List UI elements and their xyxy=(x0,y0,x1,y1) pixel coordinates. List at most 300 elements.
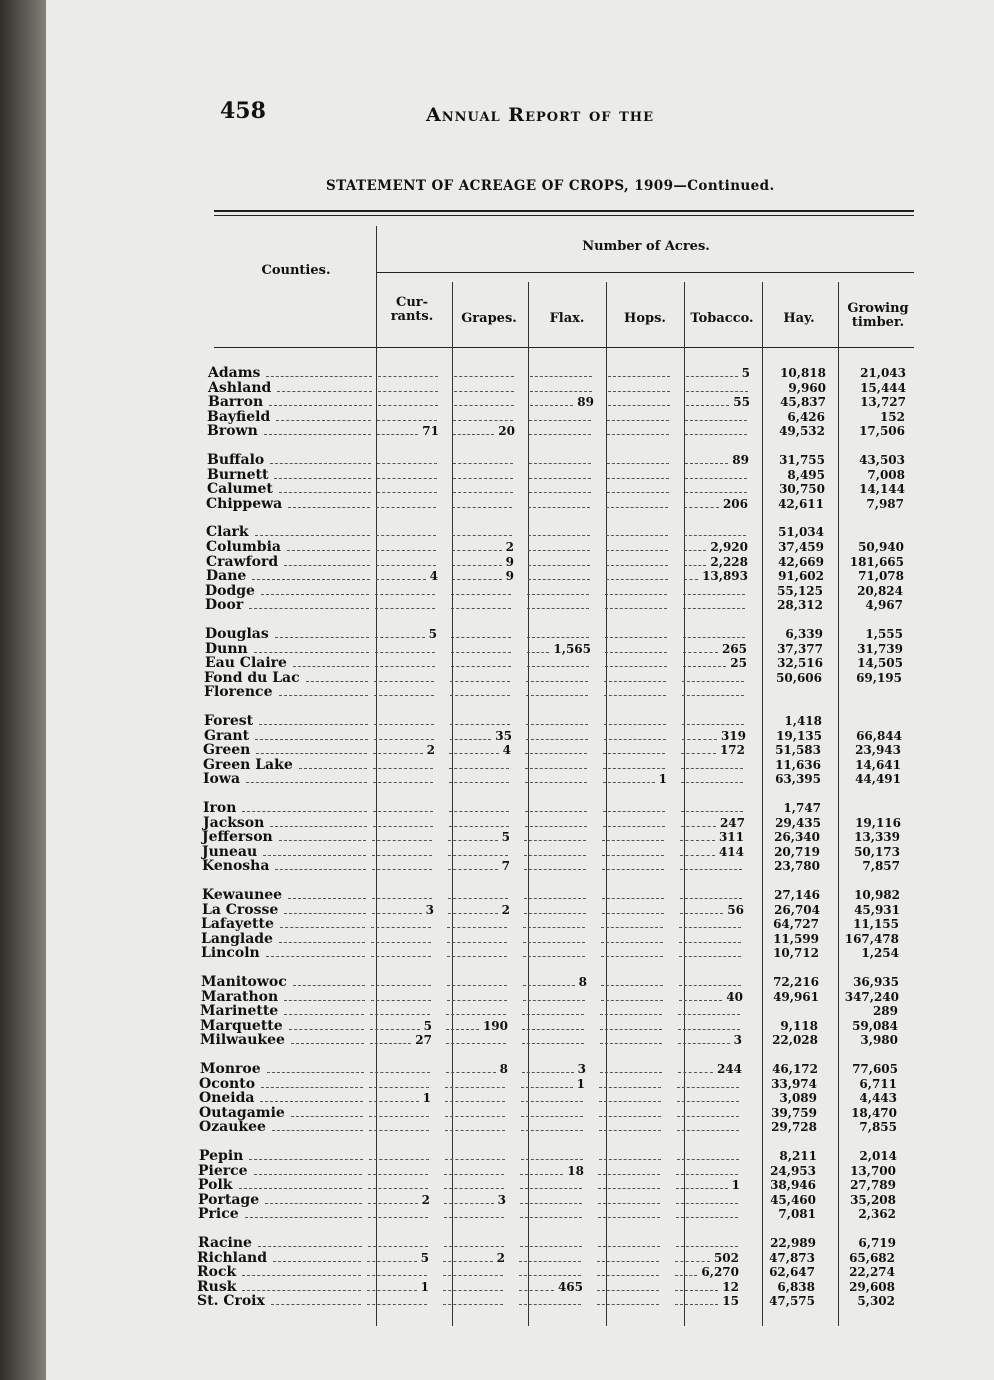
cell-value: 26,340 xyxy=(774,830,820,845)
book-page xyxy=(46,0,994,1380)
cell-leader xyxy=(370,1072,430,1073)
cell-leader xyxy=(520,1203,582,1204)
cell-value: 36,935 xyxy=(853,975,899,989)
col-header-currants: Cur- rants. xyxy=(390,295,434,324)
cell-leader xyxy=(451,608,511,609)
cell-leader xyxy=(606,535,668,536)
cell-leader xyxy=(602,898,664,899)
table-row xyxy=(46,671,994,686)
dot-leader xyxy=(275,869,366,870)
cell-leader xyxy=(525,826,587,827)
cell-leader xyxy=(377,492,437,493)
cell-value: 244 xyxy=(716,1062,742,1076)
table-row xyxy=(46,758,994,773)
cell-value: 10,712 xyxy=(773,946,819,961)
cell-value: 8,211 xyxy=(779,1149,817,1163)
dot-leader xyxy=(239,1188,362,1189)
cell-leader xyxy=(607,420,669,421)
cell-value: 63,395 xyxy=(775,772,821,787)
cell-leader xyxy=(523,985,575,986)
table-row xyxy=(46,685,994,700)
county-name: Milwaukee xyxy=(200,1032,285,1049)
dot-leader xyxy=(255,739,368,740)
cell-value: 37,459 xyxy=(778,540,824,554)
cell-leader xyxy=(529,434,591,435)
cell-value: 7,081 xyxy=(778,1207,816,1222)
cell-leader xyxy=(371,1000,431,1001)
cell-value: 56 xyxy=(727,902,744,917)
cell-leader xyxy=(372,913,422,914)
cell-leader xyxy=(527,594,589,595)
col-header-grapes: Grapes. xyxy=(461,311,517,326)
cell-value: 44,491 xyxy=(855,772,901,787)
cell-leader xyxy=(683,652,718,653)
counties-header: Counties. xyxy=(261,263,331,278)
cell-leader xyxy=(446,1029,479,1030)
dot-leader xyxy=(246,782,367,783)
county-name: Buffalo xyxy=(207,452,265,468)
cell-value: 49,961 xyxy=(773,989,819,1004)
dot-leader xyxy=(284,1014,364,1015)
cell-value: 17,506 xyxy=(859,424,905,439)
cell-leader xyxy=(686,405,729,406)
cell-leader xyxy=(525,768,587,769)
cell-leader xyxy=(447,956,507,957)
cell-leader xyxy=(371,927,431,928)
top-double-rule-2 xyxy=(214,215,914,216)
cell-leader xyxy=(448,898,508,899)
cell-leader xyxy=(371,942,431,943)
county-name: Juneau xyxy=(202,843,258,860)
cell-value: 35,208 xyxy=(850,1192,896,1207)
dot-leader xyxy=(306,681,368,682)
cell-leader xyxy=(686,391,748,392)
cell-value: 14,505 xyxy=(857,656,903,671)
cell-leader xyxy=(376,565,436,566)
table-row xyxy=(46,1106,994,1121)
cell-value: 21,043 xyxy=(860,366,906,380)
dot-leader xyxy=(245,1217,362,1218)
cell-leader xyxy=(684,535,746,536)
cell-leader xyxy=(371,956,431,957)
county-name: Douglas xyxy=(205,626,269,642)
cell-value: 43,503 xyxy=(859,453,905,467)
cell-leader xyxy=(681,782,743,783)
cell-value: 66,844 xyxy=(856,728,902,743)
county-name: Forest xyxy=(204,713,254,729)
cell-leader xyxy=(528,550,590,551)
county-name: Langlade xyxy=(201,930,273,947)
cell-leader xyxy=(378,405,438,406)
cell-value: 69,195 xyxy=(856,670,902,685)
cell-leader xyxy=(522,1029,584,1030)
county-name: Racine xyxy=(198,1235,252,1251)
cell-leader xyxy=(598,1174,660,1175)
cell-leader xyxy=(684,579,698,580)
cell-leader xyxy=(449,782,509,783)
cell-leader xyxy=(519,1290,554,1291)
cell-leader xyxy=(684,507,719,508)
dot-leader xyxy=(288,898,366,899)
cell-leader xyxy=(602,869,664,870)
cell-value: 62,647 xyxy=(769,1265,815,1280)
cell-value: 32,516 xyxy=(777,656,823,671)
cell-leader xyxy=(679,942,741,943)
dot-leader xyxy=(275,637,369,638)
cell-leader xyxy=(368,1217,428,1218)
cell-leader xyxy=(677,1087,739,1088)
dot-leader xyxy=(258,1246,362,1247)
table-row xyxy=(46,743,994,758)
cell-leader xyxy=(598,1217,660,1218)
cell-leader xyxy=(521,1130,583,1131)
cell-leader xyxy=(448,855,508,856)
cell-value: 2 xyxy=(505,540,514,554)
table-row xyxy=(46,729,994,744)
cell-leader xyxy=(681,811,743,812)
cell-leader xyxy=(528,565,590,566)
cell-value: 7 xyxy=(501,859,510,874)
county-name: Dane xyxy=(206,568,247,585)
cell-leader xyxy=(454,376,514,377)
county-name: Dodge xyxy=(205,582,255,599)
cell-value: 19,116 xyxy=(855,815,901,830)
dot-leader xyxy=(254,1174,362,1175)
cell-value: 11,155 xyxy=(853,917,899,932)
cell-value: 24,953 xyxy=(770,1163,816,1178)
table-row xyxy=(46,816,994,831)
dot-leader xyxy=(291,1043,364,1044)
cell-leader xyxy=(601,1000,663,1001)
cell-value: 50,940 xyxy=(858,540,904,554)
cell-value: 8,495 xyxy=(787,467,825,482)
cell-leader xyxy=(530,376,592,377)
table-row xyxy=(46,497,994,512)
table-row xyxy=(46,859,994,874)
cell-leader xyxy=(683,608,745,609)
cell-leader xyxy=(524,913,586,914)
cell-leader xyxy=(368,1188,428,1189)
cell-leader xyxy=(449,768,509,769)
dot-leader xyxy=(242,1290,361,1291)
cell-value: 31,755 xyxy=(779,453,825,467)
table-row xyxy=(46,555,994,570)
county-name: Manitowoc xyxy=(201,974,287,990)
cell-leader xyxy=(373,768,433,769)
county-name: Calumet xyxy=(207,481,273,498)
table-row xyxy=(46,1265,994,1280)
cell-leader xyxy=(527,637,589,638)
cell-value: 40 xyxy=(726,989,743,1004)
cell-leader xyxy=(377,463,437,464)
cell-leader xyxy=(526,739,588,740)
table-row xyxy=(46,714,994,729)
table-row xyxy=(46,845,994,860)
cell-leader xyxy=(443,1290,503,1291)
cell-leader xyxy=(599,1130,661,1131)
cell-value: 47,575 xyxy=(769,1294,815,1309)
cell-leader xyxy=(443,1275,503,1276)
cell-leader xyxy=(605,594,667,595)
county-name: Grant xyxy=(204,727,250,744)
county-name: Ozaukee xyxy=(199,1119,266,1136)
county-name: Marathon xyxy=(201,988,279,1005)
dot-leader xyxy=(259,724,368,725)
cell-leader xyxy=(443,1304,503,1305)
dot-leader xyxy=(273,1261,361,1262)
cell-value: 13,893 xyxy=(702,569,748,584)
cell-leader xyxy=(682,681,744,682)
cell-leader xyxy=(598,1188,660,1189)
table-row xyxy=(46,424,994,439)
table-title: STATEMENT OF ACREAGE OF CROPS, 1909—Continued. xyxy=(326,178,775,194)
table-row xyxy=(46,888,994,903)
cell-leader xyxy=(445,1101,505,1102)
cell-leader xyxy=(600,1029,662,1030)
cell-leader xyxy=(605,637,667,638)
cell-value: 46,172 xyxy=(772,1062,818,1076)
dot-leader xyxy=(293,985,365,986)
cell-value: 27,146 xyxy=(774,888,820,902)
cell-leader xyxy=(444,1203,494,1204)
table-row xyxy=(46,801,994,816)
cell-leader xyxy=(680,898,742,899)
cell-leader xyxy=(447,942,507,943)
cell-value: 12 xyxy=(722,1279,739,1294)
cell-value: 77,605 xyxy=(852,1062,898,1076)
cell-value: 1 xyxy=(731,1178,740,1193)
cell-leader xyxy=(450,739,491,740)
cell-value: 29,728 xyxy=(771,1120,817,1135)
cell-value: 27 xyxy=(415,1033,432,1048)
cell-leader xyxy=(453,492,513,493)
table-row xyxy=(46,410,994,425)
county-name: Marquette xyxy=(200,1017,283,1034)
cell-leader xyxy=(373,826,433,827)
table-row xyxy=(46,1019,994,1034)
county-name: La Crosse xyxy=(202,901,279,918)
cell-leader xyxy=(676,1188,728,1189)
cell-value: 5 xyxy=(423,1018,432,1033)
cell-leader xyxy=(680,869,742,870)
cell-leader xyxy=(680,913,723,914)
cell-leader xyxy=(375,594,435,595)
cell-leader xyxy=(679,956,741,957)
cell-value: 71,078 xyxy=(858,569,904,584)
dot-leader xyxy=(265,1203,362,1204)
table-row xyxy=(46,381,994,396)
cell-leader xyxy=(678,1029,740,1030)
cell-value: 2,228 xyxy=(710,554,748,569)
cell-leader xyxy=(524,855,586,856)
cell-value: 181,665 xyxy=(849,554,904,569)
cell-value: 22,028 xyxy=(772,1033,818,1048)
cell-leader xyxy=(376,550,436,551)
cell-leader xyxy=(521,1159,583,1160)
cell-leader xyxy=(526,681,588,682)
cell-value: 6,719 xyxy=(858,1236,896,1250)
cell-value: 18 xyxy=(567,1163,584,1178)
cell-value: 4,443 xyxy=(859,1091,897,1106)
cell-value: 167,478 xyxy=(844,931,899,946)
cell-leader xyxy=(685,420,747,421)
cell-value: 8 xyxy=(499,1062,508,1076)
county-name: Jackson xyxy=(203,814,265,831)
cell-value: 2 xyxy=(426,743,435,758)
cell-leader xyxy=(370,1043,411,1044)
cell-value: 7,857 xyxy=(862,859,900,874)
cell-leader xyxy=(374,681,434,682)
cell-leader xyxy=(521,1116,583,1117)
cell-value: 42,611 xyxy=(778,496,824,511)
cell-leader xyxy=(452,507,512,508)
cell-leader xyxy=(451,637,511,638)
cell-value: 33,974 xyxy=(771,1076,817,1091)
dot-leader xyxy=(279,942,365,943)
cell-leader xyxy=(444,1174,504,1175)
cell-value: 42,669 xyxy=(778,554,824,569)
cell-leader xyxy=(443,1261,493,1262)
cell-leader xyxy=(603,782,655,783)
cell-leader xyxy=(529,478,591,479)
table-row xyxy=(46,1004,994,1019)
cell-leader xyxy=(601,956,663,957)
cell-value: 3 xyxy=(497,1192,506,1207)
cell-leader xyxy=(453,434,494,435)
dot-leader xyxy=(289,1029,364,1030)
cell-value: 28,312 xyxy=(777,598,823,613)
cell-leader xyxy=(530,405,573,406)
county-name: Barron xyxy=(208,394,264,411)
cell-value: 72,216 xyxy=(773,975,819,989)
table-row xyxy=(46,1193,994,1208)
cell-value: 289 xyxy=(872,1004,898,1019)
cell-leader xyxy=(523,927,585,928)
cell-leader xyxy=(684,550,706,551)
cell-value: 64,727 xyxy=(773,917,819,932)
cell-leader xyxy=(369,1101,419,1102)
col-header-flax: Flax. xyxy=(549,311,585,326)
cell-value: 59,084 xyxy=(852,1018,898,1033)
cell-leader xyxy=(679,1000,722,1001)
cell-value: 45,460 xyxy=(770,1192,816,1207)
table-row xyxy=(46,990,994,1005)
cell-leader xyxy=(529,420,591,421)
cell-value: 1 xyxy=(422,1091,431,1106)
cell-leader xyxy=(525,811,587,812)
county-name: Price xyxy=(198,1206,239,1223)
header-bottom-rule xyxy=(214,347,914,348)
cell-leader xyxy=(368,1246,428,1247)
cell-leader xyxy=(607,478,669,479)
table-row xyxy=(46,1062,994,1077)
cell-value: 4,967 xyxy=(865,598,903,613)
cell-leader xyxy=(378,391,438,392)
table-row xyxy=(46,1251,994,1266)
table-row xyxy=(46,946,994,961)
cell-value: 47,873 xyxy=(769,1250,815,1265)
cell-leader xyxy=(444,1188,504,1189)
table-row xyxy=(46,482,994,497)
cell-leader xyxy=(520,1246,582,1247)
table-row xyxy=(46,584,994,599)
cell-leader xyxy=(519,1261,581,1262)
cell-value: 6,270 xyxy=(701,1265,739,1280)
cell-leader xyxy=(608,405,670,406)
cell-leader xyxy=(597,1304,659,1305)
cell-value: 6,339 xyxy=(785,627,823,641)
cell-leader xyxy=(448,913,498,914)
cell-value: 22,989 xyxy=(770,1236,816,1250)
cell-leader xyxy=(451,666,511,667)
county-name: Crawford xyxy=(206,553,279,570)
cell-leader xyxy=(599,1087,661,1088)
cell-leader xyxy=(679,927,741,928)
cell-leader xyxy=(526,695,588,696)
cell-value: 7,987 xyxy=(866,496,904,511)
dot-leader xyxy=(277,391,372,392)
cell-leader xyxy=(680,840,715,841)
table-row xyxy=(46,656,994,671)
book-spine-shadow xyxy=(0,0,46,1380)
dot-leader xyxy=(261,594,369,595)
cell-value: 3 xyxy=(425,902,434,917)
cell-leader xyxy=(376,579,426,580)
cell-value: 50,606 xyxy=(776,670,822,685)
cell-value: 1 xyxy=(658,772,667,787)
county-name: Adams xyxy=(208,365,261,381)
cell-leader xyxy=(685,478,747,479)
cell-value: 9 xyxy=(505,569,514,584)
cell-leader xyxy=(445,1116,505,1117)
table-row xyxy=(46,1207,994,1222)
county-name: Kewaunee xyxy=(202,887,283,903)
cell-value: 13,727 xyxy=(860,395,906,410)
table-row xyxy=(46,627,994,642)
cell-value: 15 xyxy=(722,1294,739,1309)
cell-value: 10,982 xyxy=(854,888,900,902)
cell-leader xyxy=(520,1217,582,1218)
cell-leader xyxy=(521,1087,573,1088)
cell-leader xyxy=(522,1072,574,1073)
county-name: Chippewa xyxy=(206,495,283,512)
table-row xyxy=(46,903,994,918)
cell-leader xyxy=(520,1174,563,1175)
table-row xyxy=(46,1164,994,1179)
cell-leader xyxy=(367,1261,417,1262)
cell-leader xyxy=(452,579,502,580)
cell-leader xyxy=(606,579,668,580)
county-name: Lafayette xyxy=(201,916,274,933)
dot-leader xyxy=(293,666,369,667)
cell-value: 6,838 xyxy=(777,1279,815,1294)
cell-leader xyxy=(527,652,549,653)
dot-leader xyxy=(274,478,371,479)
cell-leader xyxy=(523,956,585,957)
dot-leader xyxy=(249,1159,363,1160)
cell-value: 3 xyxy=(577,1062,586,1076)
cell-value: 37,377 xyxy=(777,641,823,656)
table-row xyxy=(46,540,994,555)
cell-leader xyxy=(368,1203,418,1204)
cell-leader xyxy=(529,463,591,464)
cell-leader xyxy=(529,492,591,493)
cell-leader xyxy=(676,1203,738,1204)
cell-value: 51,034 xyxy=(778,525,824,540)
cell-leader xyxy=(374,724,434,725)
cell-value: 38,946 xyxy=(770,1178,816,1193)
dot-leader xyxy=(279,695,369,696)
